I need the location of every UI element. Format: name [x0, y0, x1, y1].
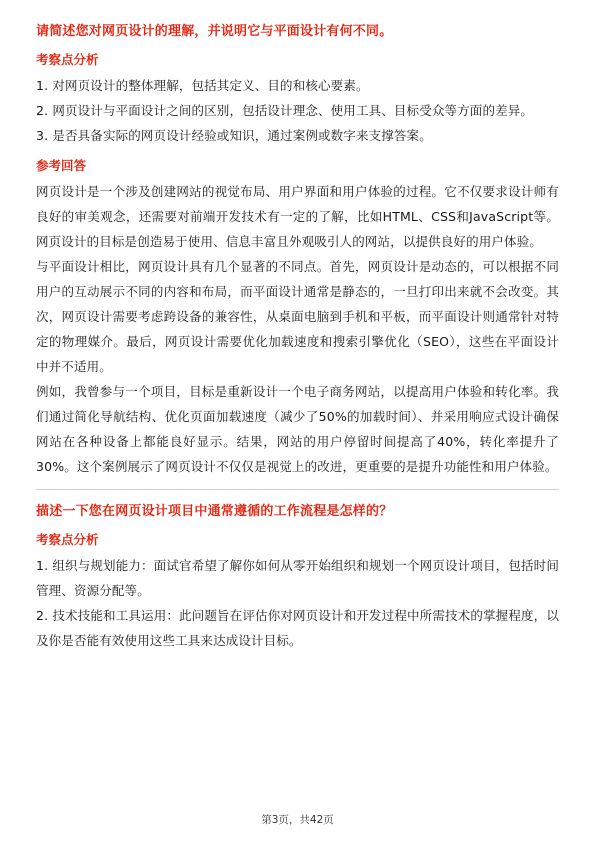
answer-paragraph: 例如，我曾参与一个项目，目标是重新设计一个电子商务网站，以提高用户体验和转化率。我们通过简化导航结构、优化页面加载速度（减少了50%的加载时间）、并采用响应式设计确保网站在各种设备上都能良好显示。结果，网站的用户停留时间提高了40%，转化率提升了30%。这个案例展示了网页设计不仅仅是视觉上的改进，更重要的是提升功能性和用户体验。: [36, 384, 559, 474]
analysis-item: 1. 组织与规划能力：面试官希望了解你如何从零开始组织和规划一个网页设计项目，包括时间管理、资源分配等。: [36, 558, 559, 598]
analysis-item: 1. 对网页设计的整体理解，包括其定义、目的和核心要素。: [36, 78, 369, 93]
analysis-item: 2. 网页设计与平面设计之间的区别，包括设计理念、使用工具、目标受众等方面的差异。: [36, 103, 534, 118]
page-content: [36, 22, 559, 653]
answer-heading: 参考回答: [36, 158, 87, 173]
analysis-item: 2. 技术技能和工具运用：此问题旨在评估你对网页设计和开发过程中所需技术的掌握程度，以及你是否能有效使用这些工具来达成设计目标。: [36, 608, 559, 648]
answer-paragraph: 与平面设计相比，网页设计具有几个显著的不同点。首先，网页设计是动态的，可以根据不同用户的互动展示不同的内容和布局，而平面设计通常是静态的，一旦打印出来就不会改变。其次，网页设计需要考虑跨设备的兼容性，从桌面电脑到手机和平板，而平面设计则通常针对特定的物理媒介。最后，网页设计需要优化加载速度和搜索引擎优化（SEO），这些在平面设计中并不适用。: [36, 259, 559, 374]
analysis-item: 3. 是否具备实际的网页设计经验或知识，通过案例或数字来支撑答案。: [36, 128, 432, 143]
question-heading: 描述一下您在网页设计项目中通常遵循的工作流程是怎样的？: [36, 504, 393, 519]
answer-paragraph: 网页设计是一个涉及创建网站的视觉布局、用户界面和用户体验的过程。它不仅要求设计师有良好的审美观念，还需要对前端开发技术有一定的了解，比如HTML、CSS和JavaScript等。网页设计的目标是创造易于使用、信息丰富且外观吸引人的网站，以提供良好的用户体验。: [36, 184, 559, 249]
question-heading: 请简述您对网页设计的理解，并说明它与平面设计有何不同。: [36, 24, 393, 39]
analysis-heading: 考察点分析: [36, 52, 99, 67]
analysis-heading: 考察点分析: [36, 532, 99, 547]
section-divider: [36, 489, 559, 490]
page-number: 第3页，共42页: [261, 814, 334, 826]
